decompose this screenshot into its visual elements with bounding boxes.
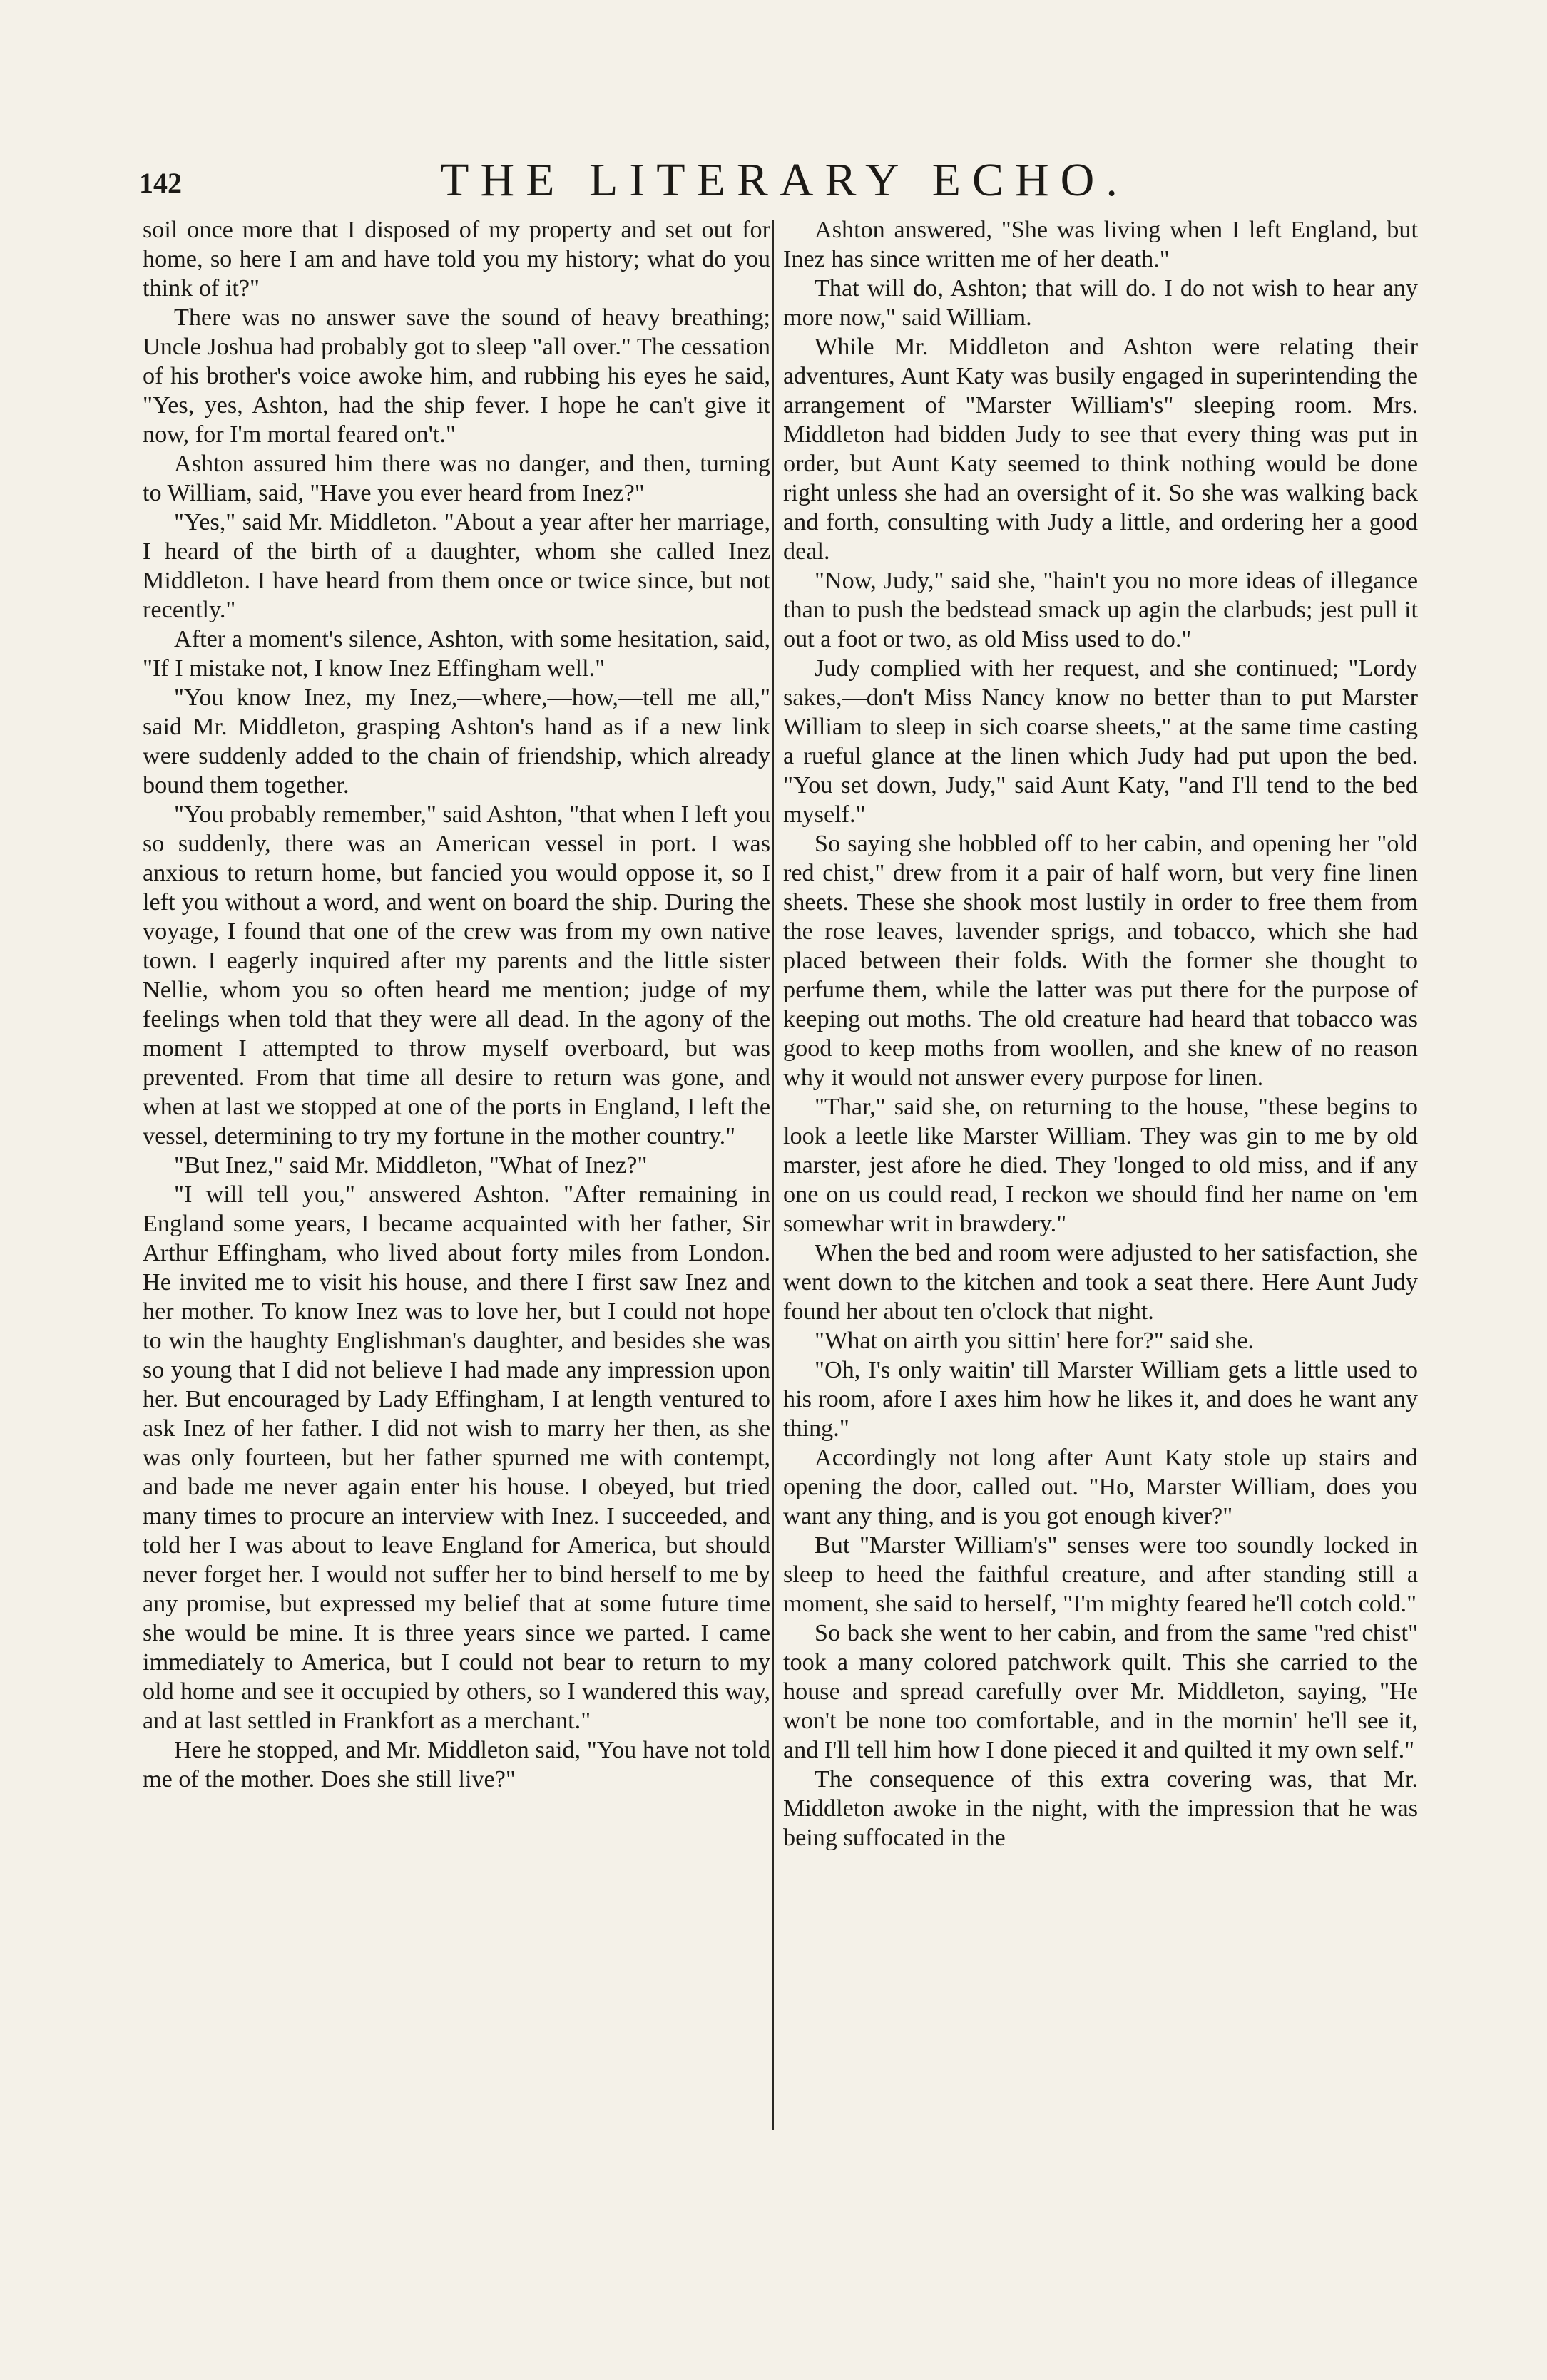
left-column <box>143 215 770 1794</box>
paragraph: "I will tell you," answered Ashton. "After remaining in England some years, I became acquainted with her father, Sir Arthur Effingham, who lived about forty miles from London. He invited me to visit his house, and there I first saw Inez and her mother. To know Inez was to love her, but I could not hope to win the haughty Englishman's daughter, and besides she was so young that I did not believe I had made any impression upon her. But encouraged by Lady Effingham, I at length ventured to ask Inez of her father. I did not wish to marry her then, as she was only fourteen, but her father spurned me with contempt, and bade me never again enter his house. I obeyed, but tried many times to procure an interview with Inez. I succeeded, and told her I was about to leave England for America, but should never forget her. I would not suffer her to bind herself to me by any promise, but expressed my belief that at some future time she would be mine. It is three years since we parted. I came immediately to America, but I could not bear to return to my old home and see it occupied by others, so I wandered this way, and at last settled in Frankfort as a merchant." <box>143 1181 770 1734</box>
page-header <box>139 153 1430 210</box>
paragraph: After a moment's silence, Ashton, with some hesitation, said, "If I mistake not, I know Inez Effingham well." <box>143 626 770 682</box>
paragraph: There was no answer save the sound of heavy breathing; Uncle Joshua had probably got to sleep "all over." The cessation of his brother's voice awoke him, and rubbing his eyes he said, "Yes, yes, Ashton, had the ship fever. I hope he can't give it now, for I'm mortal feared on't." <box>143 304 770 448</box>
paragraph: The consequence of this extra covering was, that Mr. Middleton awoke in the night, with the impression that he was being suffocated in the <box>783 1766 1418 1851</box>
paragraph: "Now, Judy," said she, "hain't you no more ideas of illegance than to push the bedstead smack up agin the clarbuds; jest pull it out a foot or two, as old Miss used to do." <box>783 568 1418 652</box>
masthead-title: THE LITERARY ECHO. <box>440 154 1129 206</box>
paragraph: That will do, Ashton; that will do. I do not wish to hear any more now," said William. <box>783 275 1418 331</box>
right-column <box>783 215 1418 1852</box>
paragraph: But "Marster William's" senses were too soundly locked in sleep to heed the faithful creature, and after standing still a moment, she said to herself, "I'm mighty feared he'll cotch cold." <box>783 1532 1418 1617</box>
paragraph: "Yes," said Mr. Middleton. "About a year after her marriage, I heard of the birth of a daughter, whom she called Inez Middleton. I have heard from them once or twice since, but not recently." <box>143 509 770 623</box>
paragraph: So saying she hobbled off to her cabin, and opening her "old red chist," drew from it a pair of half worn, but very fine linen sheets. These she shook most lustily in order to free them from the rose leaves, lavender sprigs, and tobacco, which she had placed between their folds. With the former she thought to perfume them, while the latter was put there for the purpose of keeping out moths. The old creature had heard that tobacco was good to keep moths from woollen, and she knew of no reason why it would not answer every purpose for linen. <box>783 831 1418 1091</box>
paragraph: Ashton answered, "She was living when I left England, but Inez has since written me of her death." <box>783 217 1418 272</box>
paragraph: Accordingly not long after Aunt Katy stole up stairs and opening the door, called out. "Ho, Marster William, does you want any thing, and is you got enough kiver?" <box>783 1445 1418 1529</box>
paragraph: Ashton assured him there was no danger, and then, turning to William, said, "Have you ever heard from Inez?" <box>143 451 770 506</box>
paragraph: When the bed and room were adjusted to her satisfaction, she went down to the kitchen and took a seat there. Here Aunt Judy found her about ten o'clock that night. <box>783 1240 1418 1325</box>
paragraph: "Thar," said she, on returning to the house, "these begins to look a leetle like Marster William. They was gin to me by old marster, jest afore he died. They 'longed to old miss, and if any one on us could read, I reckon we should find her name on 'em somewhar writ in brawdery." <box>783 1094 1418 1237</box>
paragraph: "You probably remember," said Ashton, "that when I left you so suddenly, there was an American vessel in port. I was anxious to return home, but fancied you would oppose it, so I left you without a word, and went on board the ship. During the voyage, I found that one of the crew was from my own native town. I eagerly inquired after my parents and the little sister Nellie, whom you so often heard me mention; judge of my feelings when told that they were all dead. In the agony of the moment I attempted to throw myself overboard, but was prevented. From that time all desire to return was gone, and when at last we stopped at one of the ports in England, I left the vessel, determining to try my fortune in the mother country." <box>143 801 770 1149</box>
paragraph: "Oh, I's only waitin' till Marster William gets a little used to his room, afore I axes him how he likes it, and does he want any thing." <box>783 1357 1418 1442</box>
paragraph: "You know Inez, my Inez,—where,—how,—tell me all," said Mr. Middleton, grasping Ashton's hand as if a new link were suddenly added to the chain of friendship, which already bound them together. <box>143 684 770 799</box>
page-number: 142 <box>139 167 182 199</box>
paragraph: Here he stopped, and Mr. Middleton said, "You have not told me of the mother. Does she still live?" <box>143 1737 770 1792</box>
paragraph: "But Inez," said Mr. Middleton, "What of Inez?" <box>174 1152 648 1179</box>
paragraph: soil once more that I disposed of my property and set out for home, so here I am and have told you my history; what do you think of it?" <box>143 217 770 302</box>
paragraph: So back she went to her cabin, and from the same "red chist" took a many colored patchwork quilt. This she carried to the house and spread carefully over Mr. Middleton, saying, "He won't be none too comfortable, and in the mornin' he'll see it, and I'll tell him how I done pieced it and quilted it my own self." <box>783 1620 1418 1763</box>
paragraph: "What on airth you sittin' here for?" said she. <box>815 1328 1255 1354</box>
column-divider <box>772 220 774 2130</box>
paragraph: While Mr. Middleton and Ashton were relating their adventures, Aunt Katy was busily engaged in superintending the arrangement of "Marster William's" sleeping room. Mrs. Middleton had bidden Judy to see that every thing was put in order, but Aunt Katy seemed to think nothing would be done right unless she had an oversight of it. So she was walking back and forth, consulting with Judy a little, and ordering her a good deal. <box>783 334 1418 565</box>
paragraph: Judy complied with her request, and she continued; "Lordy sakes,—don't Miss Nancy know no better than to put Marster William to sleep in sich coarse sheets," at the same time casting a rueful glance at the linen which Judy had put upon the bed. "You set down, Judy," said Aunt Katy, "and I'll tend to the bed myself." <box>783 655 1418 828</box>
